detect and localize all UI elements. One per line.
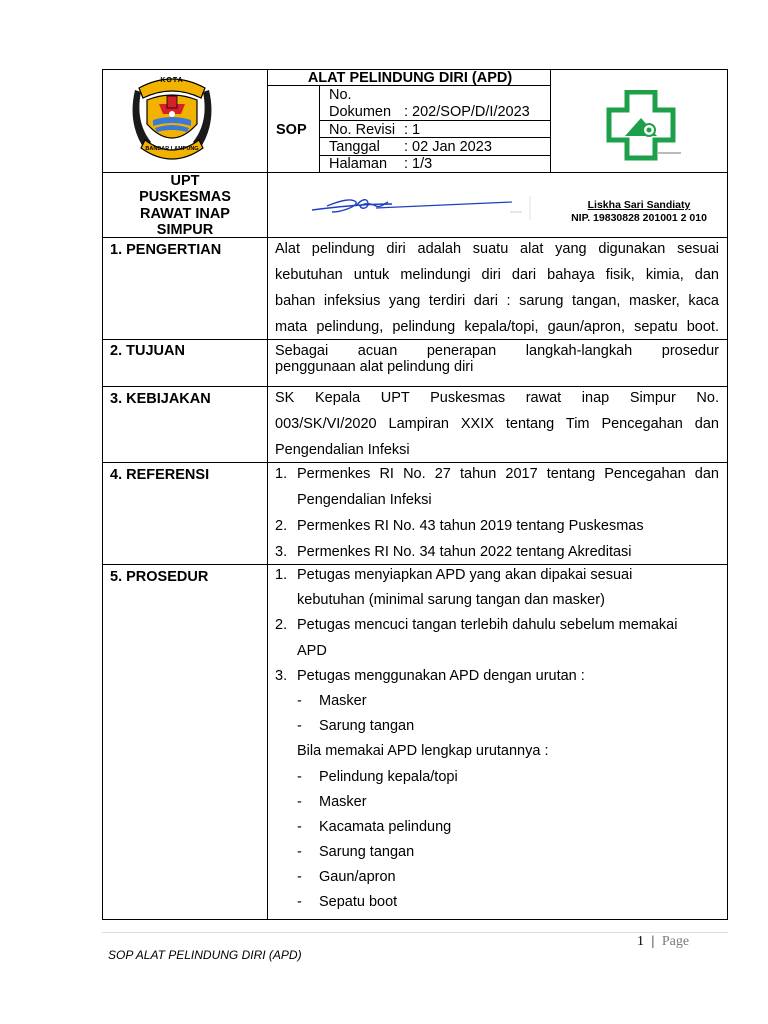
section-body-tujuan	[275, 343, 719, 375]
list-text: Permenkes RI No. 43 tahun 2019 tentang Puskesmas	[297, 518, 644, 534]
step-text: Petugas menggunakan APD dengan urutan :	[297, 667, 585, 684]
section-label-pengertian: 1. PENGERTIAN	[110, 242, 222, 258]
section-label-kebijakan: 3. KEBIJAKAN	[110, 391, 211, 407]
step-line	[275, 563, 719, 588]
step-text: APD	[297, 642, 327, 659]
dash-bullet: -	[297, 844, 302, 861]
dash-bullet: -	[297, 692, 302, 709]
page-number: 1	[637, 934, 644, 949]
section-label-prosedur: 5. PROSEDUR	[110, 569, 209, 585]
section-label-referensi: 4. REFERENSI	[110, 467, 210, 483]
bullet-item	[275, 790, 719, 815]
step-text: kebutuhan (minimal sarung tangan dan masker)	[297, 592, 605, 609]
doc-number-label-1: No.	[329, 87, 352, 103]
org-name-line-4: SIMPUR	[156, 222, 214, 238]
step-text: Petugas menyiapkan APD yang akan dipakai sesuai	[297, 567, 633, 583]
bullet-text: Sepatu boot	[319, 894, 398, 911]
signer-nip: NIP. 19830828 201001 2 010	[571, 212, 707, 224]
dash-bullet: -	[297, 869, 302, 886]
bullet-text: Sarung tangan	[319, 718, 415, 735]
text-line: Sebagai acuan penerapan langkah-langkah prosedur	[275, 343, 719, 359]
signer-name: Liskha Sari Sandiaty	[587, 199, 691, 211]
list-number: 1.	[275, 466, 288, 482]
dash-bullet: -	[297, 793, 302, 810]
list-text: Permenkes RI No. 34 tahun 2022 tentang Akreditasi	[297, 544, 632, 560]
list-item	[275, 539, 719, 565]
step-text: Bila memakai APD lengkap urutannya :	[297, 743, 549, 760]
bullet-text: Sarung tangan	[319, 844, 415, 861]
text-line: kebutuhan untuk melindungi diri dari bahaya fisik, kimia, dan	[275, 267, 719, 283]
text-line: penggunaan alat pelindung diri	[275, 359, 474, 375]
list-number: 3.	[275, 544, 288, 560]
step-number: 3.	[275, 667, 288, 684]
org-name-line-3: RAWAT INAP	[140, 206, 230, 222]
list-text: Permenkes RI No. 27 tahun 2017 tentang Pencegahan dan	[297, 466, 719, 482]
bullet-item	[275, 765, 719, 790]
org-name-line-1: UPT	[170, 173, 200, 189]
footer-divider	[102, 932, 728, 933]
section-body-prosedur	[275, 563, 719, 916]
text-line: mata pelindung, pelindung kepala/topi, gaun/apron, sepatu boot.	[275, 319, 719, 335]
step-number: 1.	[275, 567, 288, 583]
emblem-top-text: KOTA	[160, 77, 184, 84]
bullet-item	[275, 689, 719, 714]
bullet-text: Masker	[319, 793, 367, 810]
text-line: bahan infeksius yang terdiri dari : sarung tangan, masker, kaca	[275, 293, 719, 309]
list-item	[275, 461, 719, 487]
org-name-line-2: PUSKESMAS	[139, 189, 231, 205]
revision-value: : 1	[404, 122, 421, 138]
page-label: Halaman	[329, 156, 388, 172]
doc-number-label-2: Dokumen	[329, 104, 392, 120]
dash-bullet: -	[297, 894, 302, 911]
page-separator: |	[651, 934, 655, 949]
footer-doc-title: SOP ALAT PELINDUNG DIRI (APD)	[108, 948, 302, 962]
text-line: SK Kepala UPT Puskesmas rawat inap Simpur No.	[275, 390, 719, 406]
dash-bullet: -	[297, 768, 302, 785]
list-item	[275, 513, 719, 539]
bullet-item	[275, 815, 719, 840]
text-line: Alat pelindung diri adalah suatu alat yang digunakan sesuai	[275, 241, 719, 257]
section-body-pengertian	[275, 236, 719, 340]
bullet-item	[275, 714, 719, 739]
city-emblem-logo	[131, 74, 213, 160]
sop-label: SOP	[276, 122, 307, 138]
dash-bullet: -	[297, 718, 302, 735]
page-word: Page	[661, 934, 690, 949]
date-label: Tanggal	[329, 139, 380, 155]
dash-bullet: -	[297, 818, 302, 835]
puskesmas-logo	[597, 90, 687, 162]
bullet-text: Gaun/apron	[319, 869, 396, 886]
step-line	[275, 613, 719, 638]
bullet-item	[275, 890, 719, 915]
revision-label: No. Revisi	[329, 122, 396, 138]
bullet-text: Masker	[319, 692, 367, 709]
section-label-tujuan: 2. TUJUAN	[110, 343, 185, 359]
signature-image	[272, 176, 548, 234]
doc-number-value: : 202/SOP/D/I/2023	[404, 104, 530, 120]
section-body-kebijakan	[275, 385, 719, 463]
section-body-referensi	[275, 461, 719, 565]
text-line: 003/SK/VI/2020 Lampiran XXIX tentang Tim Pencegahan dan	[275, 416, 719, 432]
page-value: : 1/3	[404, 156, 433, 172]
list-text: Pengendalian Infeksi	[297, 492, 432, 508]
page-indicator	[637, 934, 689, 950]
sop-title: ALAT PELINDUNG DIRI (APD)	[307, 70, 513, 86]
list-number: 2.	[275, 518, 288, 534]
emblem-bottom-text: BANDAR LAMPUNG	[145, 146, 199, 152]
date-value: : 02 Jan 2023	[404, 139, 492, 155]
step-number: 2.	[275, 617, 288, 634]
bullet-text: Kacamata pelindung	[319, 818, 452, 835]
step-line	[275, 664, 719, 689]
bullet-text: Pelindung kepala/topi	[319, 768, 458, 785]
text-line: Pengendalian Infeksi	[275, 442, 410, 458]
bullet-item	[275, 865, 719, 890]
step-text: Petugas mencuci tangan terlebih dahulu sebelum memakai	[297, 617, 678, 634]
bullet-item	[275, 840, 719, 865]
